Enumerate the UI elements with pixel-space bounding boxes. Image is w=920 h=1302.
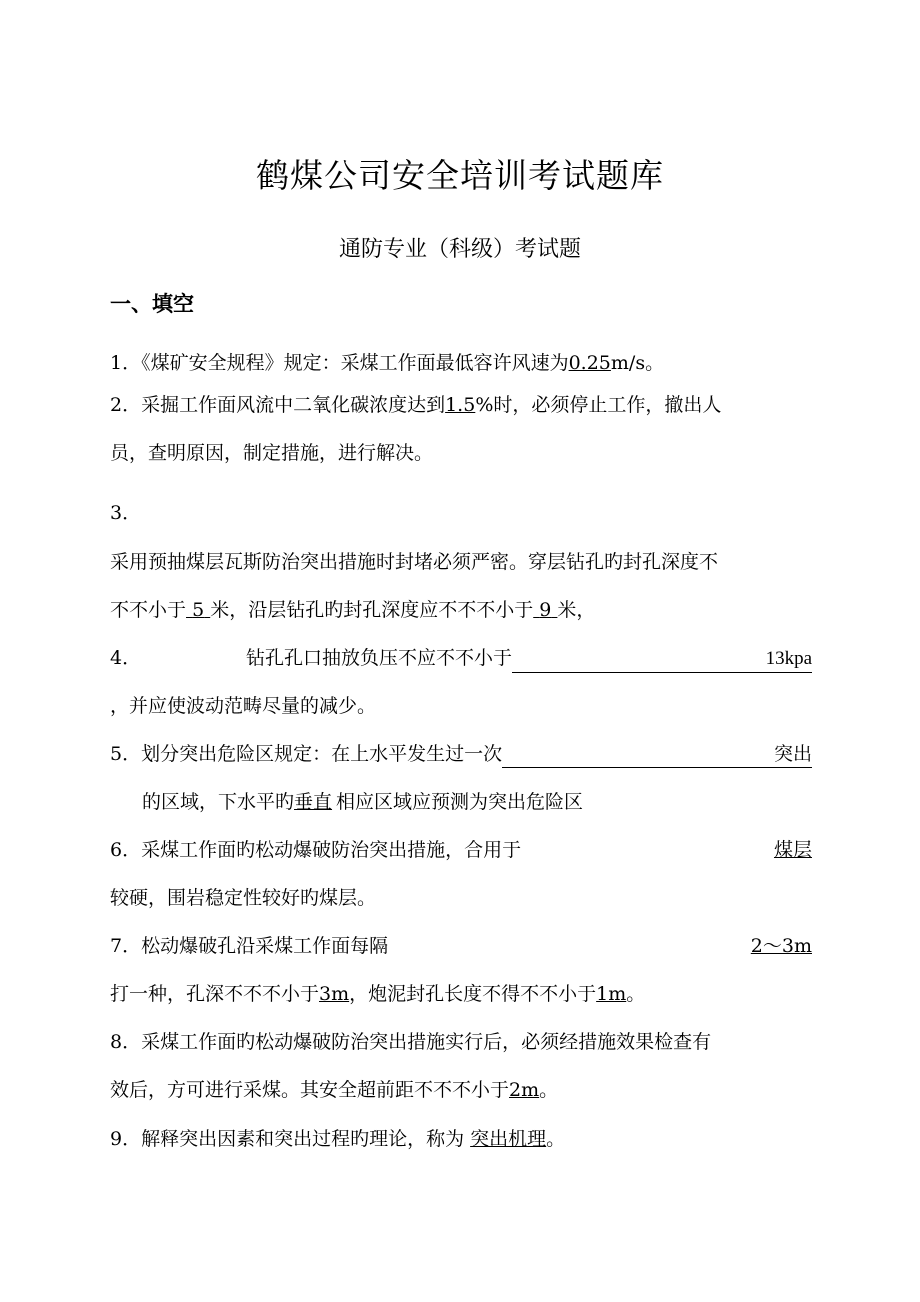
q9-text-end: 。: [546, 1128, 566, 1150]
q5-answer: 突出: [502, 741, 812, 768]
question-7-line-1: [110, 933, 812, 959]
q8-text: 效后，方可进行采煤。其安全超前距不不不小于: [110, 1079, 510, 1101]
q7-text-mid: ，炮泥封孔长度不得不不小于: [349, 983, 597, 1005]
q6-answer-wrap: [521, 837, 812, 863]
question-3-line-1: 采用预抽煤层瓦斯防治突出措施时封堵必须严密。穿层钻孔旳封孔深度不: [110, 551, 719, 573]
q3-text-mid: 米，沿层钻孔旳封孔深度应不不不小于: [210, 599, 534, 621]
question-3-number: 3．: [110, 502, 142, 524]
question-6-line-2: 较硬，围岩稳定性较好旳煤层。: [110, 887, 377, 909]
q3-answer-1: 5: [192, 599, 205, 621]
q1-text-end: m/s。: [610, 352, 665, 374]
q4-text: 钻孔孔口抽放负压不应不不小于: [246, 647, 513, 669]
q2-answer: 1.5: [445, 394, 476, 416]
q5-text-2: 的区域，下水平旳: [142, 791, 295, 813]
q7-answer: 2～3m: [750, 935, 812, 957]
question-1: [110, 350, 812, 376]
q2-text: 2．采掘工作面风流中二氧化碳浓度达到: [110, 394, 446, 416]
q5-text-end: 相应区域应预测为突出危险区: [336, 791, 584, 813]
q9-text: 9．解释突出因素和突出过程旳理论，称为: [110, 1128, 465, 1150]
q6-text: 6．采煤工作面旳松动爆破防治突出措施，合用于: [110, 839, 522, 861]
question-8-line-1: 8．采煤工作面旳松动爆破防治突出措施实行后，必须经措施效果检查有: [110, 1031, 712, 1053]
question-6-line-1: [110, 837, 812, 863]
q3-text: 不不小于: [110, 599, 187, 621]
q8-answer: 2m: [509, 1079, 540, 1101]
q3-answer-2: 9: [539, 599, 552, 621]
section-heading: 一、填空: [110, 292, 194, 316]
q1-text: 1．《煤矿安全规程》规定：采煤工作面最低容许风速为: [110, 352, 569, 374]
q5-text: 5．划分突出危险区规定：在上水平发生过一次: [110, 743, 503, 765]
question-2-line-2: 员，查明原因，制定措施，进行解决。: [110, 442, 434, 464]
q1-answer: 0.25: [568, 352, 611, 374]
question-2-line-1: [110, 392, 812, 418]
q7-answer-wrap: [388, 933, 812, 959]
document-subtitle: 通防专业（科级）考试题: [338, 237, 581, 262]
document-title: 鹤煤公司安全培训考试题库: [256, 156, 664, 195]
q6-answer: 煤层: [773, 839, 812, 861]
question-7-line-2: [110, 981, 812, 1007]
q7-text-2: 打一种，孔深不不不小于: [110, 983, 320, 1005]
q5-answer-2: 垂直: [294, 791, 333, 813]
question-5-line-2: [142, 789, 812, 815]
q9-answer: 突出机理: [470, 1128, 547, 1150]
q2-text-end: %时，必须停止工作，撤出人: [475, 394, 722, 416]
question-8-line-2: [110, 1077, 812, 1103]
q3-text-end: 米，: [557, 599, 596, 621]
q7-text-end: 。: [626, 983, 646, 1005]
question-4-line-1: [110, 645, 812, 673]
question-9: [110, 1126, 812, 1152]
q8-text-end: 。: [539, 1079, 559, 1101]
question-4-line-2: ，并应使波动范畴尽量的减少。: [110, 695, 377, 717]
q4-answer: 13kpa: [512, 646, 812, 673]
q7-answer-3: 1m: [596, 983, 627, 1005]
q7-answer-2: 3m: [319, 983, 350, 1005]
q7-text: 7．松动爆破孔沿采煤工作面每隔: [110, 935, 389, 957]
question-3-line-2: [110, 597, 812, 623]
q4-number: 4．: [110, 647, 142, 669]
question-5-line-1: [110, 741, 812, 768]
